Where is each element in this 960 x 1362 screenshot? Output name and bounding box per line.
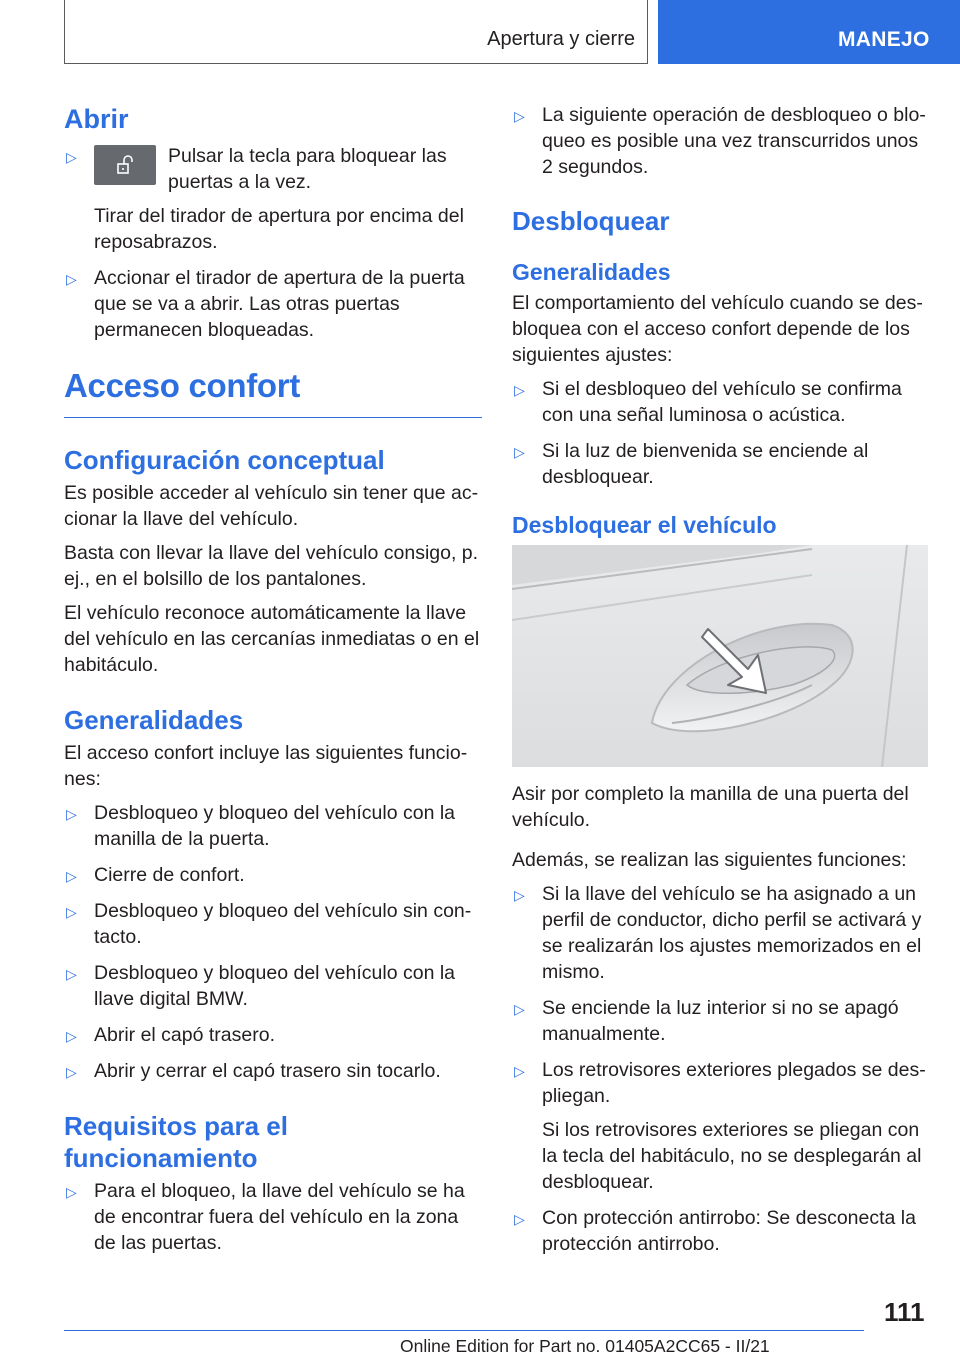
list-item-text: Con protección antirrobo: Se desconecta la protección antirrobo.: [542, 1207, 916, 1255]
generalidades-intro: El acceso confort incluye las siguientes funciones:: [64, 742, 468, 790]
footer-divider: [64, 1330, 864, 1331]
header-section-box: [64, 0, 648, 64]
triangle-bullet-icon: ▷: [514, 1211, 525, 1227]
list-item-text: Abrir el capó trasero.: [94, 1024, 275, 1046]
list-item: [64, 143, 482, 255]
vehiculo-item3-sub: Si los retrovisores exteriores se pliegan con la tecla del habitáculo, no se desplegarán al desbloquear.: [542, 1119, 922, 1193]
vehiculo-caption: Asir por completo la manilla de una puerta del vehículo.: [512, 783, 909, 831]
triangle-bullet-icon: ▷: [66, 271, 77, 287]
list-item: [64, 800, 482, 852]
chapter-label: MANEJO: [838, 28, 930, 51]
list-item: [512, 1057, 928, 1195]
continued-list: [512, 102, 928, 180]
triangle-bullet-icon: ▷: [66, 806, 77, 822]
list-item-text: Abrir y cerrar el capó trasero sin tocarlo.: [94, 1060, 441, 1082]
generalidades-list: [64, 800, 482, 1084]
triangle-bullet-icon: ▷: [514, 382, 525, 398]
footer-edition: Online Edition for Part no. 01405A2CC65 - II/21: [400, 1336, 770, 1356]
list-item-text: La siguiente operación de desbloqueo o bloqueo es posible una vez transcurridos unos 2 segundos.: [542, 104, 926, 178]
list-item-text: Desbloqueo y bloqueo del vehículo con la manilla de la puerta.: [94, 802, 456, 850]
list-item-text: Si la luz de bienvenida se enciende al desbloquear.: [542, 440, 869, 488]
heading-desbloquear: Desbloquear: [512, 206, 670, 236]
page-number: 111: [884, 1297, 925, 1327]
list-item-text: Desbloqueo y bloqueo del vehículo sin contacto.: [94, 900, 472, 948]
heading-acceso-confort: Acceso confort: [64, 367, 482, 418]
list-item: [64, 898, 482, 950]
list-item-text: Los retrovisores exteriores plegados se despliegan.: [542, 1059, 926, 1107]
section-title: Apertura y cierre: [487, 28, 635, 50]
right-column: [512, 96, 928, 1267]
heading-generalidades-2: Generalidades: [512, 259, 671, 285]
triangle-bullet-icon: ▷: [514, 108, 525, 124]
triangle-bullet-icon: ▷: [66, 1184, 77, 1200]
list-item-text: Desbloqueo y bloqueo del vehículo con la llave digital BMW.: [94, 962, 456, 1010]
list-item: [512, 1205, 928, 1257]
list-item-text: Cierre de confort.: [94, 864, 245, 886]
chapter-tab[interactable]: [658, 0, 960, 64]
vehiculo-intro: Además, se realizan las siguientes funciones:: [512, 849, 907, 871]
triangle-bullet-icon: ▷: [66, 1064, 77, 1080]
abrir-item1-text: Pulsar la tecla para bloquear las puertas a la vez.: [168, 145, 447, 193]
list-item: [64, 1178, 482, 1256]
unlock-key-icon: [94, 145, 156, 185]
heading-abrir: Abrir: [64, 104, 129, 134]
list-item-text: Se enciende la luz interior si no se apagó manualmente.: [542, 997, 899, 1045]
triangle-bullet-icon: ▷: [66, 868, 77, 884]
list-item: [512, 995, 928, 1047]
triangle-bullet-icon: ▷: [66, 904, 77, 920]
list-item-text: Si el desbloqueo del vehículo se confirma con una señal luminosa o acústica.: [542, 378, 902, 426]
list-item: [512, 438, 928, 490]
list-item: [64, 265, 482, 343]
triangle-bullet-icon: ▷: [514, 1063, 525, 1079]
list-item: [512, 376, 928, 428]
list-item: [64, 862, 482, 888]
configuracion-p1: Es posible acceder al vehículo sin tener que accionar la llave del vehículo.: [64, 482, 479, 530]
desbloquear-list: [512, 376, 928, 490]
triangle-bullet-icon: ▷: [514, 1001, 525, 1017]
left-column: [64, 96, 482, 1266]
triangle-bullet-icon: ▷: [66, 966, 77, 982]
door-handle-illustration: [512, 545, 928, 767]
triangle-bullet-icon: ▷: [514, 887, 525, 903]
vehiculo-list: [512, 881, 928, 1257]
list-item-text: Para el bloqueo, la llave del vehículo se ha de encontrar fuera del vehículo en la zona de las puertas.: [94, 1180, 465, 1254]
list-item: [64, 1058, 482, 1084]
abrir-item1-sub: Tirar del tirador de apertura por encima del reposabrazos.: [94, 205, 464, 253]
triangle-bullet-icon: ▷: [514, 444, 525, 460]
abrir-item2-text: Accionar el tirador de apertura de la puerta que se va a abrir. Las otras puertas permanecen bloqueadas.: [94, 267, 465, 341]
list-item: [512, 881, 928, 985]
triangle-bullet-icon: ▷: [66, 149, 77, 165]
list-item-text: Si la llave del vehículo se ha asignado a un perfil de conductor, dicho perfil se activará y se realizarán los ajustes memorizados en el mismo.: [542, 883, 922, 983]
list-item: [64, 1022, 482, 1048]
list-item: [512, 102, 928, 180]
heading-configuracion: Configuración conceptual: [64, 445, 385, 475]
list-item: [64, 960, 482, 1012]
configuracion-p2: Basta con llevar la llave del vehículo consigo, p. ej., en el bolsillo de los pantalones.: [64, 542, 479, 590]
heading-desbloquear-vehiculo: Desbloquear el vehículo: [512, 512, 777, 538]
heading-requisitos: Requisitos para el funcionamiento: [64, 1111, 288, 1173]
configuracion-p3: El vehículo reconoce automáticamente la llave del vehículo en las cercanías inmediatas o en el habitáculo.: [64, 602, 480, 676]
desbloquear-intro: El comportamiento del vehículo cuando se desbloquea con el acceso confort depende de los siguientes ajustes:: [512, 292, 923, 366]
requisitos-list: [64, 1178, 482, 1256]
heading-generalidades: Generalidades: [64, 705, 244, 735]
triangle-bullet-icon: ▷: [66, 1028, 77, 1044]
abrir-list: [64, 143, 482, 343]
